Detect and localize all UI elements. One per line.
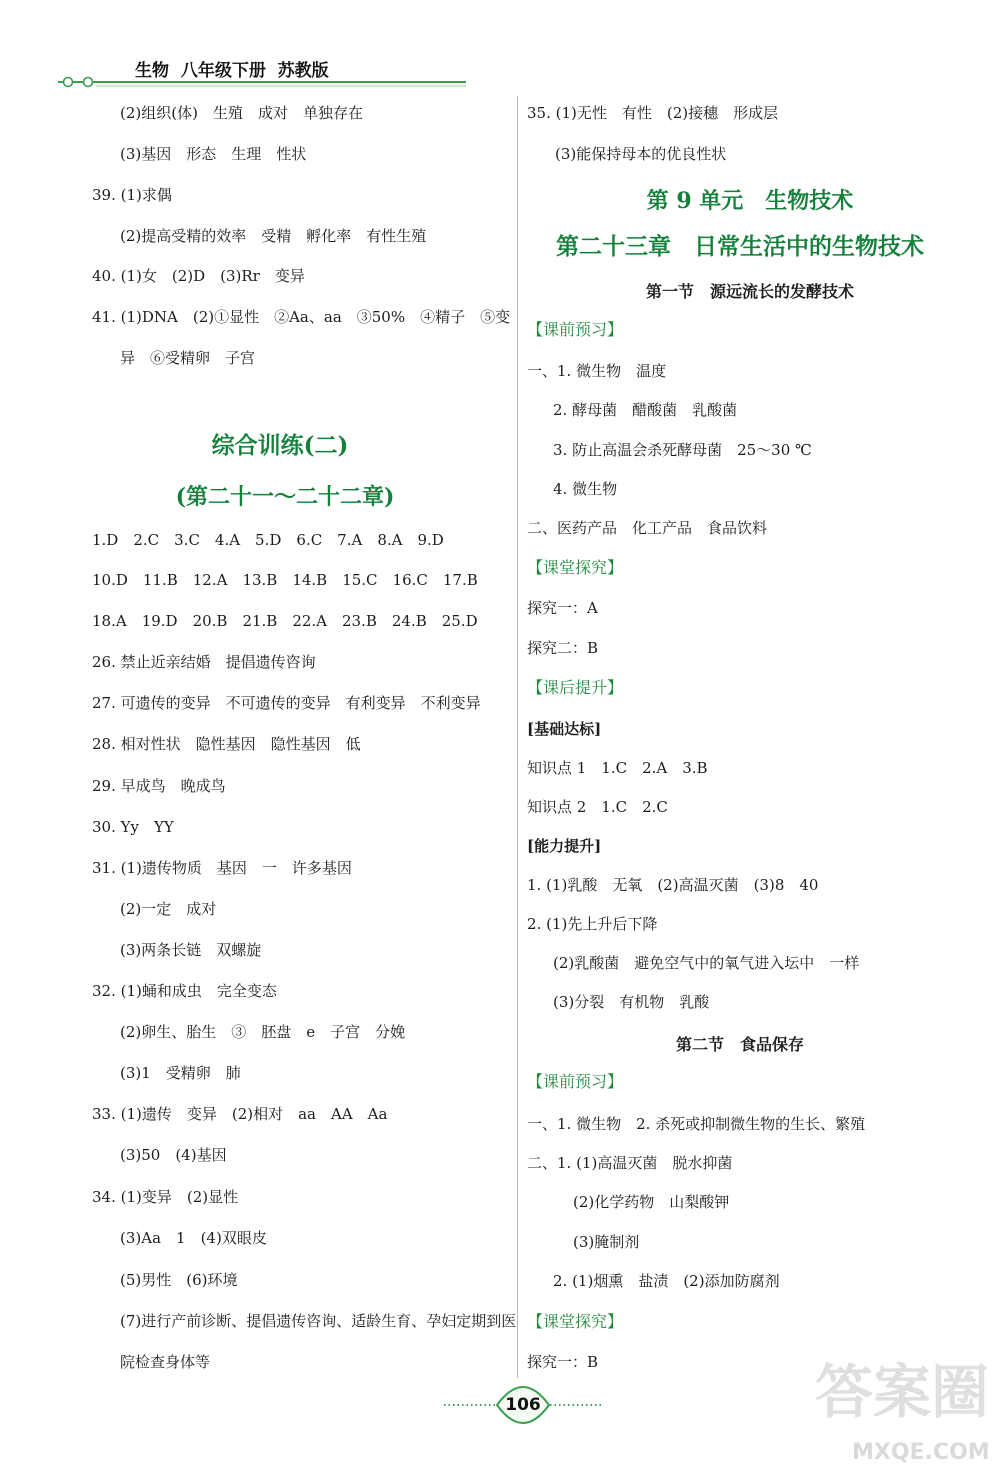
answer-line: 31. (1)遗传物质 基因 一 许多基因 (92, 859, 352, 877)
answer-line: 2. 酵母菌 醋酸菌 乳酸菌 (553, 401, 738, 419)
chapter-title: 第二十三章 日常生活中的生物技术 (556, 233, 924, 260)
watermark-site: MXQE.COM (852, 1440, 990, 1465)
answer-line: 4. 微生物 (553, 480, 618, 498)
answer-line: 2. (1)烟熏 盐渍 (2)添加防腐剂 (553, 1272, 780, 1290)
answer-line: (3)基因 形态 生理 性状 (120, 145, 307, 163)
answer-line: (3)腌制剂 (573, 1233, 640, 1251)
watermark-logo: 答案圈 (815, 1358, 990, 1426)
answer-line: 33. (1)遗传 变异 (2)相对 aa AA Aa (92, 1105, 388, 1123)
answer-line: (3)Aa 1 (4)双眼皮 (120, 1229, 267, 1247)
answer-line: 1.D 2.C 3.C 4.A 5.D 6.C 7.A 8.A 9.D (92, 531, 444, 549)
answer-line: 10.D 11.B 12.A 13.B 14.B 15.C 16.C 17.B (92, 571, 478, 589)
section-header-tag: 【课前预习】 (527, 320, 624, 339)
answer-line: (3)两条长链 双螺旋 (120, 941, 262, 959)
section-header-tag: 【课后提升】 (527, 678, 624, 697)
answer-line: 30. Yy YY (92, 818, 174, 836)
section-title: 第二节 食品保存 (675, 1035, 804, 1054)
subsection-label: [能力提升] (527, 837, 602, 855)
answer-line: 40. (1)女 (2)D (3)Rr 变异 (92, 267, 305, 285)
answer-line: (2)提高受精的效率 受精 孵化率 有性生殖 (120, 227, 427, 245)
section-title: 第一节 源远流长的发酵技术 (645, 282, 854, 301)
section-header-tag: 【课前预习】 (527, 1072, 624, 1091)
answer-line: 28. 相对性状 隐性基因 隐性基因 低 (92, 735, 361, 753)
exercise-title: 综合训练(二) (211, 432, 349, 459)
answer-line: (2)乳酸菌 避免空气中的氧气进入坛中 一样 (553, 954, 860, 972)
answer-line: (3)能保持母本的优良性状 (555, 145, 727, 163)
answer-line: 1. (1)乳酸 无氧 (2)高温灭菌 (3)8 40 (527, 876, 819, 894)
answer-line: (3)分裂 有机物 乳酸 (553, 993, 710, 1011)
answer-line: (2)化学药物 山梨酸钾 (573, 1193, 730, 1211)
answer-line: 异 ⑥受精卵 子宫 (120, 349, 256, 367)
book-title: 生物 八年级下册 苏教版 (135, 61, 329, 81)
subsection-label: [基础达标] (527, 720, 602, 738)
answer-line: 二、1. (1)高温灭菌 脱水抑菌 (527, 1154, 733, 1172)
answer-line: (7)进行产前诊断、提倡遗传咨询、适龄生育、孕妇定期到医 (120, 1312, 517, 1330)
answer-line: (3)50 (4)基因 (120, 1146, 227, 1164)
answer-line: 41. (1)DNA (2)①显性 ②Aa、aa ③50% ④精子 ⑤变 (92, 308, 511, 326)
answer-line: (2)组织(体) 生殖 成对 单独存在 (120, 104, 363, 122)
answer-line: 知识点 1 1.C 2.A 3.B (527, 759, 708, 777)
answer-line: 探究一：A (527, 599, 598, 617)
answer-line: 18.A 19.D 20.B 21.B 22.A 23.B 24.B 25.D (92, 612, 478, 630)
answer-line: 院检查身体等 (120, 1353, 211, 1371)
column-divider (517, 96, 518, 1378)
unit-title: 第 9 单元 生物技术 (646, 188, 854, 214)
section-header-tag: 【课堂探究】 (527, 558, 624, 577)
answer-line: 2. (1)先上升后下降 (527, 915, 658, 933)
exercise-subtitle: (第二十一～二十二章) (175, 484, 395, 510)
answer-line: 二、医药产品 化工产品 食品饮料 (527, 519, 768, 537)
answer-line: 探究二：B (527, 639, 599, 657)
answer-line: 3. 防止高温会杀死酵母菌 25～30 ℃ (553, 441, 812, 459)
answer-line: (2)卵生、胎生 ③ 胚盘 e 子宫 分娩 (120, 1023, 406, 1041)
answer-line: 一、1. 微生物 2. 杀死或抑制微生物的生长、繁殖 (527, 1115, 866, 1133)
answer-line: 39. (1)求偶 (92, 186, 172, 204)
answer-line: 27. 可遗传的变异 不可遗传的变异 有利变异 不利变异 (92, 694, 481, 712)
page-number: 106 (505, 1395, 541, 1415)
answer-line: 26. 禁止近亲结婚 提倡遗传咨询 (92, 653, 316, 671)
answer-line: 一、1. 微生物 温度 (527, 362, 667, 380)
answer-line: 35. (1)无性 有性 (2)接穗 形成层 (527, 104, 779, 122)
answer-line: 32. (1)蛹和成虫 完全变态 (92, 982, 277, 1000)
header-rule (0, 0, 1000, 100)
answer-line: 34. (1)变异 (2)显性 (92, 1188, 239, 1206)
answer-line: 探究一：B (527, 1353, 599, 1371)
answer-line: 29. 早成鸟 晚成鸟 (92, 777, 226, 795)
answer-line: (5)男性 (6)环境 (120, 1271, 238, 1289)
section-header-tag: 【课堂探究】 (527, 1312, 624, 1331)
answer-line: (3)1 受精卵 肺 (120, 1064, 241, 1082)
answer-line: (2)一定 成对 (120, 900, 217, 918)
answer-line: 知识点 2 1.C 2.C (527, 798, 668, 816)
